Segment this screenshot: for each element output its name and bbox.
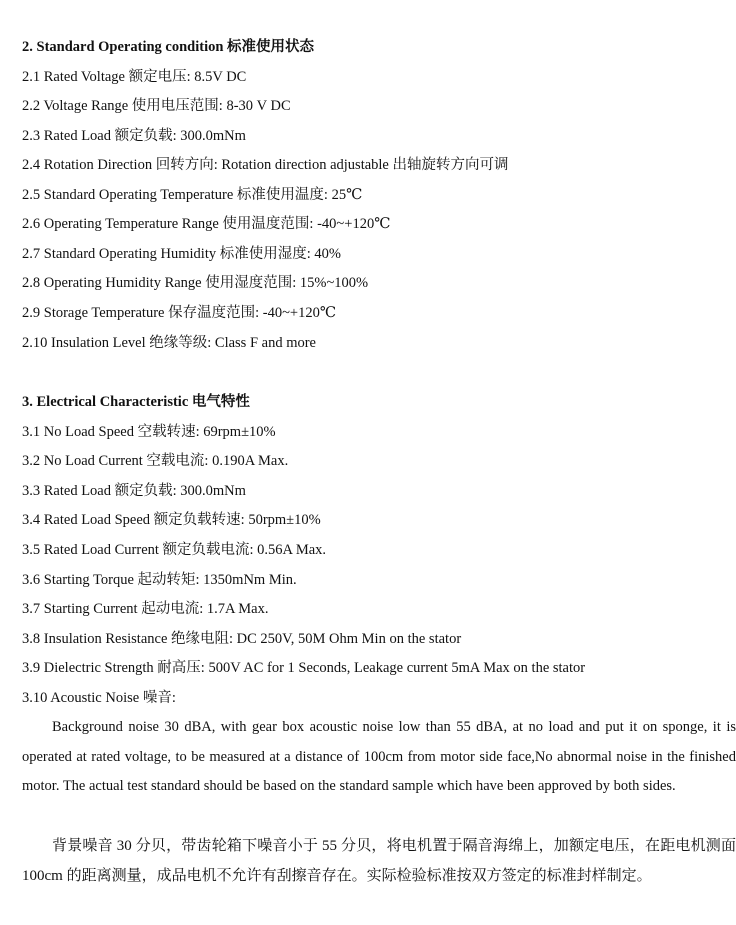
spec-line-3-8: 3.8 Insulation Resistance 绝缘电阻: DC 250V, 50M Ohm Min on the stator xyxy=(22,631,462,647)
spec-line-2-7: 2.7 Standard Operating Humidity 标准使用湿度: 40% xyxy=(22,246,341,262)
spec-line-2-9: 2.9 Storage Temperature 保存温度范围: -40~+120℃ xyxy=(22,305,337,321)
spec-line-3-7: 3.7 Starting Current 起动电流: 1.7A Max. xyxy=(22,601,269,617)
spec-line-2-2: 2.2 Voltage Range 使用电压范围: 8-30 V DC xyxy=(22,98,291,114)
spec-line-3-4: 3.4 Rated Load Speed 额定负载转速: 50rpm±10% xyxy=(22,512,321,528)
spec-line-2-4: 2.4 Rotation Direction 回转方向: Rotation direction adjustable 出轴旋转方向可调 xyxy=(22,157,509,173)
acoustic-noise-paragraph-cn: 背景噪音 30 分贝，带齿轮箱下噪音小于 55 分贝，将电机置于隔音海绵上，加额定电压，在距电机测面 100cm 的距离测量，成品电机不允许有刮擦音存在。实际检验标准按双方签定的标准封样制定。 xyxy=(22,838,736,884)
spec-line-3-1: 3.1 No Load Speed 空载转速: 69rpm±10% xyxy=(22,424,276,440)
spec-line-2-8: 2.8 Operating Humidity Range 使用湿度范围: 15%~100% xyxy=(22,275,369,291)
acoustic-noise-paragraph-en: Background noise 30 dBA, with gear box acoustic noise low than 55 dBA, at no load and put it on sponge, it is operated at rated voltage, to be measured at a distance of 100cm from motor side face,No abnormal noise in the finished motor. The actual test standard should be based on the standard sample which have been approved by both sides. xyxy=(22,719,736,794)
spec-line-2-6: 2.6 Operating Temperature Range 使用温度范围: -40~+120℃ xyxy=(22,216,391,232)
spec-line-3-9: 3.9 Dielectric Strength 耐高压: 500V AC for 1 Seconds, Leakage current 5mA Max on the stator xyxy=(22,660,586,676)
spec-line-3-6: 3.6 Starting Torque 起动转矩: 1350mNm Min. xyxy=(22,572,297,588)
spec-line-3-3: 3.3 Rated Load 额定负载: 300.0mNm xyxy=(22,483,246,499)
spec-line-2-1: 2.1 Rated Voltage 额定电压: 8.5V DC xyxy=(22,69,247,85)
spec-line-2-3: 2.3 Rated Load 额定负载: 300.0mNm xyxy=(22,128,246,144)
spec-line-2-5: 2.5 Standard Operating Temperature 标准使用温度: 25℃ xyxy=(22,187,363,203)
spec-line-2-10: 2.10 Insulation Level 绝缘等级: Class F and more xyxy=(22,335,316,351)
spec-line-3-10: 3.10 Acoustic Noise 噪音: xyxy=(22,690,176,706)
spec-line-3-2: 3.2 No Load Current 空载电流: 0.190A Max. xyxy=(22,453,289,469)
section-2-heading: 2. Standard Operating condition 标准使用状态 xyxy=(22,39,315,55)
section-3-heading: 3. Electrical Characteristic 电气特性 xyxy=(22,394,250,410)
spec-line-3-5: 3.5 Rated Load Current 额定负载电流: 0.56A Max. xyxy=(22,542,327,558)
